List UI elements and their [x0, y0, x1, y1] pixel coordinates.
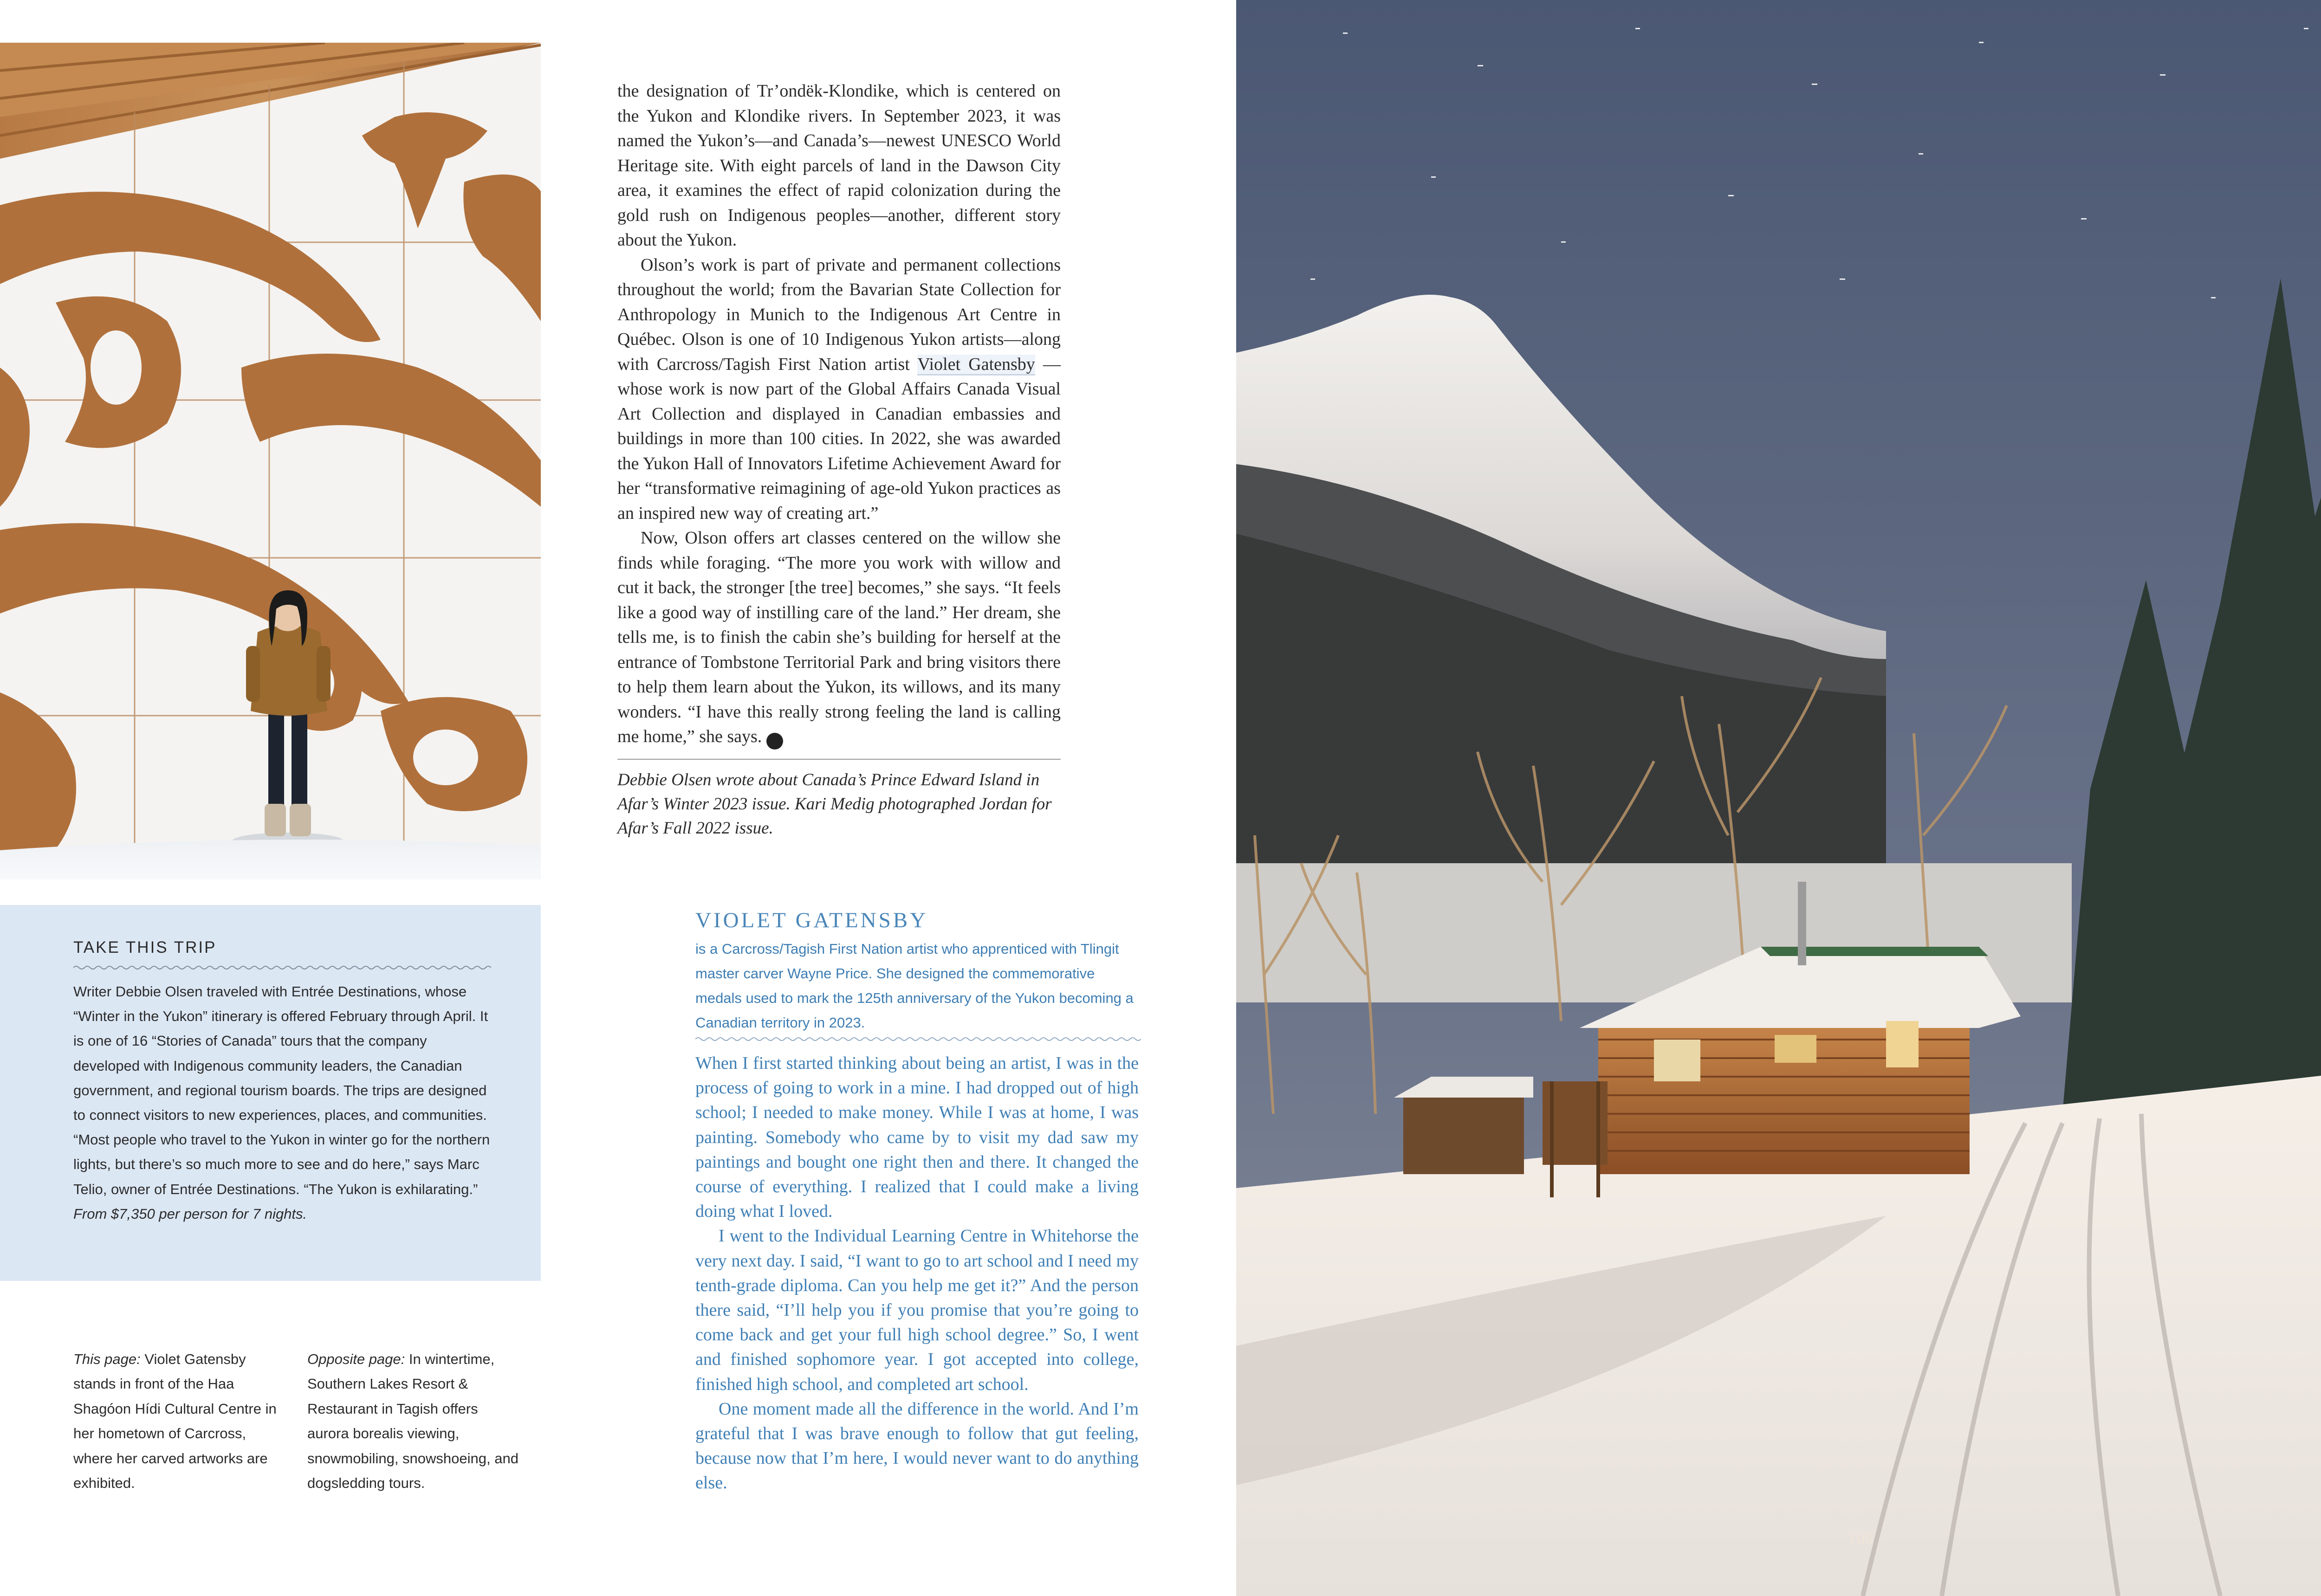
profile-name: VIOLET GATENSBY: [695, 908, 928, 932]
photo-cabin-night: [1236, 0, 2321, 1596]
caption-label: Opposite page:: [307, 1351, 405, 1367]
caption-text: Violet Gatensby stands in front of the Haa Shagóon Hídi Cultural Centre in her hometown of Carcross, where her carved artworks are exhibited.: [73, 1351, 277, 1492]
contributor-credit: Debbie Olsen wrote about Canada’s Prince Edward Island in Afar’s Winter 2023 issue. Kari Medig photographed Jordan for Afar’s Fall 2022 issue.: [617, 770, 1052, 838]
caption-opposite-page: [307, 1347, 521, 1495]
sidebar-heading: TAKE THIS TRIP: [73, 938, 217, 956]
article-text: Olson’s work is part of private and permanent collections throughout the world; from the Bavarian State Collection for Anthropology in Munich to the Indigenous Art Centre in Québec. Olson is one of 10 Indigenous Yukon artists—along with Carcross/Tagish First Nation artist: [617, 255, 1061, 374]
profile-quote: [695, 1051, 1139, 1496]
profile-paragraph: One moment made all the difference in the world. And I’m grateful that I was brave enough to follow that gut feeling, because now that I’m here, I would never want to do anything else.: [695, 1399, 1139, 1493]
profile-bio: is a Carcross/Tagish First Nation artist who apprenticed with Tlingit master carver Wayne Price. She designed the commemorative medals used to mark the 125th anniversary of the Yukon becoming a Canadian territory in 2023.: [695, 941, 1134, 1031]
article-paragraph: the designation of Tr’ondëk-Klondike, which is centered on the Yukon and Klondike rivers. In September 2023, it was named the Yukon’s—and Canada’s—newest UNESCO World Heritage site. With eight parcels of land in the Dawson City area, it examines the effect of rapid colonization during the gold rush on Indigenous peoples—another, different story about the Yukon.: [617, 81, 1061, 250]
afar-end-mark-icon: A: [766, 733, 783, 750]
sidebar-text: [73, 979, 491, 1226]
article-paragraph: [617, 526, 1061, 750]
profile-wavy-rule: [695, 1036, 1141, 1042]
article-text: Now, Olson offers art classes centered on the willow she finds while foraging. “The more you work with willow and cut it back, the stronger [the tree] becomes,” she says. “It feels like a good way of instilling care of the land.” Her dream, she tells me, is to finish the cabin she’s building for herself at the entrance of Tombstone Territorial Park and bring visitors there to help them learn about the Yukon, its willows, and its many wonders. “I have this really strong feeling the land is calling me home,” she says.: [617, 528, 1061, 746]
credit-divider: [617, 759, 1061, 760]
violet-gatensby-link[interactable]: Violet Gatensby: [917, 355, 1035, 375]
article-text: —whose work is now part of the Global Affairs Canada Visual Art Collection and displayed in Canadian embassies and buildings in more than 100 cities. In 2022, she was awarded the Yukon Hall of Innovators Lifetime Achievement Award for her “transformative reimagining of age-old Yukon practices as an inspired new way of creating art.”: [617, 354, 1061, 523]
caption-this-page: [73, 1347, 287, 1495]
profile-paragraph: When I first started thinking about being an artist, I was in the process of going to work in a mine. I had dropped out of high school; I needed to make money. While I was at home, I was painting. Somebody who came by to visit my dad saw my paintings and bought one right then and there. It changed the course of everything. I realized that I could make a living doing what I loved.: [695, 1053, 1139, 1221]
article-body: [617, 79, 1061, 750]
page-number: 109: [1848, 1531, 1875, 1547]
caption-label: This page:: [73, 1351, 141, 1367]
sidebar-price: From $7,350 per person for 7 nights.: [73, 1205, 307, 1222]
photo-artist-mural: [0, 43, 541, 879]
sidebar-body: Writer Debbie Olsen traveled with Entrée Destinations, whose “Winter in the Yukon” itinerary is offered February through April. It is one of 16 “Stories of Canada” tours that the company developed with Indigenous community leaders, the Canadian government, and regional tourism boards. The trips are designed to connect visitors to new experiences, places, and communities. “Most people who travel to the Yukon in winter go for the northern lights, but there’s so much more to see and do here,” says Marc Telio, owner of Entrée Destinations. “The Yukon is exhilarating.”: [73, 983, 490, 1197]
sidebar-wavy-rule: [73, 964, 491, 971]
profile-paragraph: I went to the Individual Learning Centre in Whitehorse the very next day. I said, “I want to go to art school and I need my tenth-grade diploma. Can you help me get it?” And the person there said, “I’ll help you if you promise that you’re going to come back and get your full high school degree.” So, I went and finished sophomore year. I got accepted into college, finished high school, and completed art school.: [695, 1226, 1139, 1394]
article-paragraph: [617, 253, 1061, 526]
caption-text: In wintertime, Southern Lakes Resort & Restaurant in Tagish offers aurora borealis viewing, snowmobiling, snowshoeing, and dogsledding tours.: [307, 1351, 519, 1492]
